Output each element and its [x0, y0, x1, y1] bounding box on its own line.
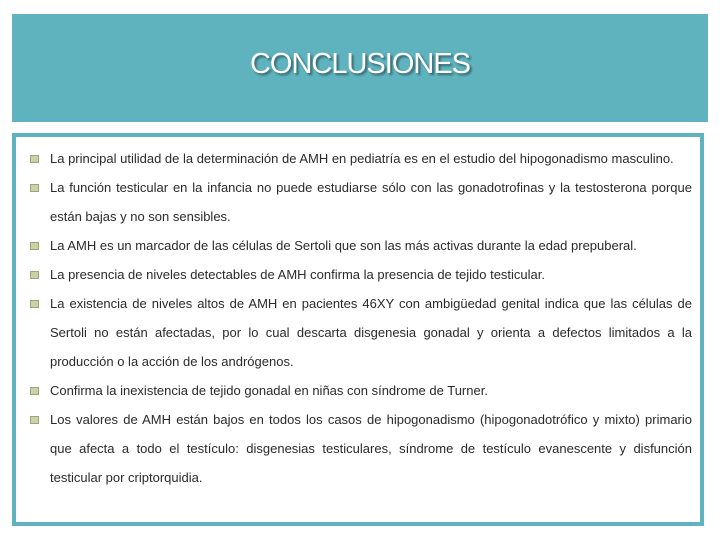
- square-bullet-icon: [30, 155, 39, 163]
- content-box: [12, 133, 704, 526]
- bullet-item: [30, 376, 692, 405]
- bullet-text: La función testicular en la infancia no puede estudiarse sólo con las gonadotrofinas y la testosterona porque están bajas y no son sensibles.: [50, 180, 692, 224]
- bullet-item: [30, 144, 692, 173]
- square-bullet-icon: [30, 300, 39, 308]
- bullet-text: La principal utilidad de la determinación de AMH en pediatría es en el estudio del hipogonadismo masculino.: [50, 151, 674, 166]
- bullet-text: Confirma la inexistencia de tejido gonadal en niñas con síndrome de Turner.: [50, 383, 488, 398]
- square-bullet-icon: [30, 416, 39, 424]
- bullet-text: Los valores de AMH están bajos en todos los casos de hipogonadismo (hipogonadotrófico y mixto) primario que afecta a todo el testículo: disgenesias testiculares, síndrome de testículo evanescente y disfunción testicular por criptorquidia.: [50, 412, 692, 485]
- bullet-text: La presencia de niveles detectables de AMH confirma la presencia de tejido testicular.: [50, 267, 546, 282]
- square-bullet-icon: [30, 387, 39, 395]
- bullet-item: [30, 405, 692, 492]
- square-bullet-icon: [30, 242, 39, 250]
- bullet-item: [30, 289, 692, 376]
- bullet-text: La existencia de niveles altos de AMH en pacientes 46XY con ambigüedad genital indica que las células de Sertoli no están afectadas, por lo cual descarta disgenesia gonadal y orienta a defectos limitados a la producción o la acción de los andrógenos.: [50, 296, 692, 369]
- title-banner: [12, 14, 708, 122]
- square-bullet-icon: [30, 271, 39, 279]
- slide-title: CONCLUSIONES: [249, 48, 471, 80]
- bullet-item: [30, 260, 692, 289]
- square-bullet-icon: [30, 184, 39, 192]
- bullet-text: La AMH es un marcador de las células de Sertoli que son las más activas durante la edad prepuberal.: [50, 238, 637, 253]
- bullet-list: [30, 144, 692, 492]
- bullet-item: [30, 173, 692, 231]
- bullet-item: [30, 231, 692, 260]
